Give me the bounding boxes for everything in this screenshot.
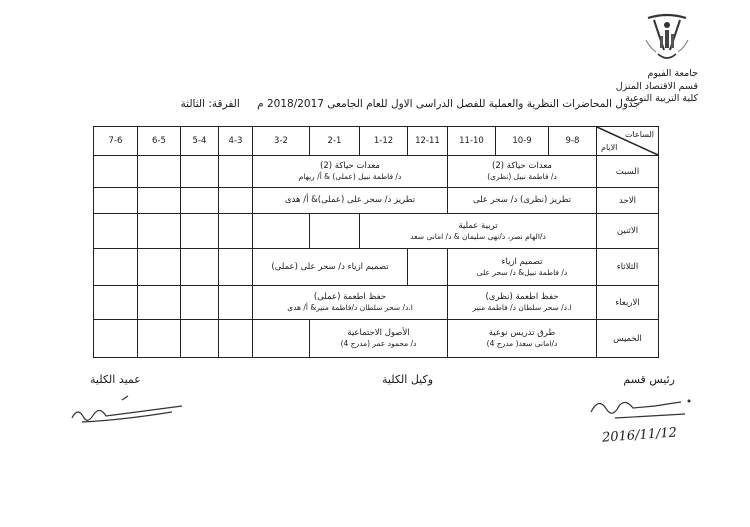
vice-dean-label: وكيل الكلية — [382, 373, 434, 386]
class-cell — [253, 156, 448, 188]
class-staff: د/ فاطمة نبيل& د/ سحر على — [476, 267, 568, 277]
dean-label: عميد الكلية — [90, 373, 141, 386]
days-corner-label: الايام — [601, 143, 618, 152]
class-staff: د/امانى سعد( مدرج 4) — [486, 339, 558, 348]
department-name: قسم الاقتصاد المنزل — [615, 80, 698, 92]
hour-cell: 4-3 — [219, 127, 253, 156]
hours-corner-label: الساعات — [625, 130, 654, 139]
empty-cell — [181, 214, 219, 249]
university-logo-icon — [640, 10, 694, 66]
class-cell — [448, 286, 597, 320]
day-wednesday: الاربعاء — [597, 286, 659, 320]
day-sunday: الاحد — [597, 188, 659, 214]
university-name: جامعة الفيوم — [647, 68, 698, 79]
empty-cell — [408, 249, 448, 286]
empty-cell — [219, 320, 253, 358]
class-title: معدات حياكة (2) — [320, 161, 380, 171]
empty-cell — [138, 156, 181, 188]
empty-cell — [181, 249, 219, 286]
class-title: معدات حياكة (2) — [492, 161, 552, 171]
table-row-thu — [94, 320, 659, 358]
class-staff: د/ محمود عمر (مدرج 4) — [340, 339, 417, 348]
hour-cell: 1-12 — [360, 127, 408, 156]
dean-signature-icon — [62, 392, 202, 430]
day-tuesday: الثلاثاء — [597, 249, 659, 286]
class-staff: د/الهام نصر، د/نهى سليمان & د/ امانى سعد — [410, 231, 546, 241]
class-cell — [253, 188, 448, 214]
class-title: تصميم ازياء — [501, 256, 543, 267]
hour-cell: 7-6 — [94, 127, 138, 156]
class-title: حفظ اطعمة (عملى) — [313, 292, 387, 302]
class-cell — [448, 320, 597, 358]
table-row-sat — [94, 156, 659, 188]
class-staff: د/ فاطمة نبيل (نظرى) — [487, 172, 557, 181]
schedule-table — [93, 126, 659, 358]
class-cell — [253, 249, 408, 286]
empty-cell — [219, 249, 253, 286]
class-cell — [253, 286, 448, 320]
empty-cell — [94, 214, 138, 249]
empty-cell — [94, 188, 138, 214]
empty-cell — [253, 214, 310, 249]
empty-cell — [219, 214, 253, 249]
empty-cell — [253, 320, 310, 358]
empty-cell — [219, 286, 253, 320]
empty-cell — [94, 249, 138, 286]
dept-head-label: رئيس قسم — [623, 373, 675, 386]
schedule-title — [100, 98, 640, 110]
hour-cell: 9-8 — [549, 127, 597, 156]
hour-cell: 10-9 — [496, 127, 549, 156]
hour-cell: 3-2 — [253, 127, 310, 156]
table-row-tue — [94, 249, 659, 286]
table-row-wed — [94, 286, 659, 320]
class-title: طرق تدريس نوعية — [488, 328, 556, 338]
class-cell — [360, 214, 597, 249]
signature-date: 2016/11/12 — [601, 425, 678, 446]
dept-head-signature-icon — [585, 388, 695, 428]
class-cell — [448, 249, 597, 286]
hour-cell: 11-10 — [448, 127, 496, 156]
empty-cell — [138, 286, 181, 320]
day-thursday: الخميس — [597, 320, 659, 358]
empty-cell — [181, 156, 219, 188]
table-row-sun — [94, 188, 659, 214]
table-row-mon — [94, 214, 659, 249]
hour-cell: 2-1 — [310, 127, 360, 156]
hours-header-row — [94, 127, 659, 156]
empty-cell — [94, 156, 138, 188]
header-corner-cell — [597, 127, 659, 156]
empty-cell — [138, 188, 181, 214]
empty-cell — [181, 188, 219, 214]
schedule-title-main: جدول المحاضرات النظرية والعملية للفصل الدراسى الاول للعام الجامعى 2018/2017 م — [257, 98, 640, 110]
class-title: الأصول الاجتماعية — [347, 328, 410, 338]
empty-cell — [181, 320, 219, 358]
class-cell — [448, 156, 597, 188]
empty-cell — [310, 214, 360, 249]
empty-cell — [138, 214, 181, 249]
empty-cell — [181, 286, 219, 320]
class-title: حفظ اطعمة (نظرى) — [485, 292, 559, 302]
empty-cell — [94, 286, 138, 320]
class-title: تربية عملية — [458, 220, 498, 231]
hour-cell: 12-11 — [408, 127, 448, 156]
class-staff: د/ فاطمة نبيل (عملى) & أ/ ريهام — [298, 172, 402, 181]
day-monday: الاثنين — [597, 214, 659, 249]
faculty-name: كلية التربية النوعية — [625, 93, 698, 104]
empty-cell — [219, 156, 253, 188]
day-saturday: السبت — [597, 156, 659, 188]
empty-cell — [219, 188, 253, 214]
class-staff: ا.د/ سحر سلطان د/ فاطمة منير — [472, 303, 572, 312]
class-title: تصميم ازياء د/ سحر على (عملى) — [271, 261, 389, 272]
empty-cell — [138, 249, 181, 286]
class-cell — [310, 320, 448, 358]
class-cell — [448, 188, 597, 214]
hour-cell: 6-5 — [138, 127, 181, 156]
class-staff: ا.د/ سحر سلطان د/فاطمة منير& أ/ هدى — [287, 303, 413, 312]
empty-cell — [138, 320, 181, 358]
class-title: تطريز (نظرى) د/ سحر على — [472, 195, 572, 205]
class-title: تطريز د/ سحر على (عملى)& أ/ هدى — [284, 195, 416, 205]
hour-cell: 5-4 — [181, 127, 219, 156]
grade-label: الفرقة: الثالثة — [180, 98, 240, 110]
empty-cell — [94, 320, 138, 358]
